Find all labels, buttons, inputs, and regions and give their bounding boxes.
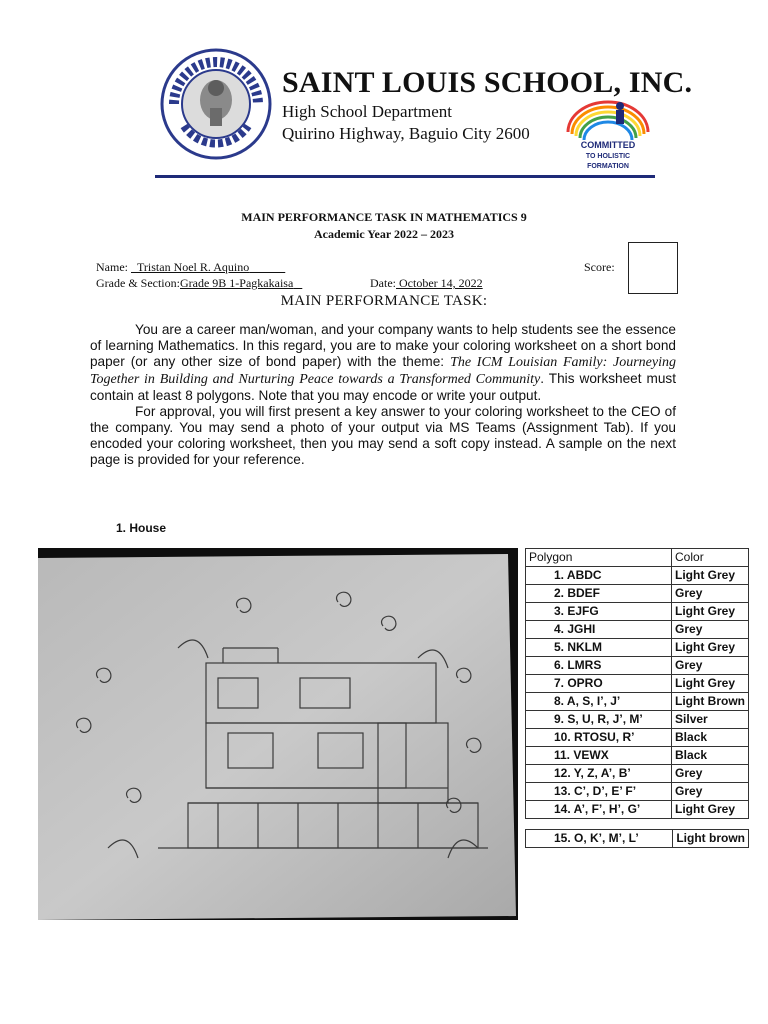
table-row: 6. LMRS Grey	[526, 657, 749, 675]
badge-line-1: COMMITTED	[580, 140, 636, 150]
grade-section-line	[96, 276, 302, 291]
table-row: 15. O, K’, M’, L’ Light brown	[526, 830, 749, 848]
academic-year: Academic Year 2022 – 2023	[314, 227, 454, 241]
score-label: Score:	[584, 260, 615, 274]
school-address: Quirino Highway, Baguio City 2600	[282, 124, 530, 143]
name-value: Tristan Noel R. Aquino	[137, 260, 250, 274]
table-row: 1. ABDC Light Grey	[526, 567, 749, 585]
table-row: 11. VEWX Black	[526, 747, 749, 765]
committed-holistic-formation-logo	[558, 92, 658, 172]
grade-label: Grade & Section:	[96, 276, 180, 290]
date-value: October 14, 2022	[399, 276, 483, 290]
date-line	[370, 276, 483, 291]
table-row: 12. Y, Z, A’, B’ Grey	[526, 765, 749, 783]
main-heading: MAIN PERFORMANCE TASK:	[280, 293, 488, 309]
polygon-color-table-extra	[525, 829, 749, 848]
table-row: 10. RTOSU, R’ Black	[526, 729, 749, 747]
badge-line-2: TO HOLISTIC	[585, 153, 631, 160]
school-seal-logo	[160, 48, 272, 160]
instructions-text	[90, 322, 676, 468]
paragraph-2: For approval, you will first present a key answer to your coloring worksheet to the CEO of the company. You may send a photo of your output via MS Teams (Assignment Tab). If you encoded your coloring worksheet, then you may send a soft copy instead. A sample on the next page is provided for your reference.	[90, 404, 676, 467]
name-line	[96, 260, 285, 275]
header-divider	[155, 175, 655, 178]
house-heading: 1. House	[116, 521, 167, 535]
table-row: 7. OPRO Light Grey	[526, 675, 749, 693]
house-drawing-photo	[38, 548, 518, 920]
score-box	[628, 242, 678, 294]
table-row: 13. C’, D’, E’ F’ Grey	[526, 783, 749, 801]
task-title: MAIN PERFORMANCE TASK IN MATHEMATICS 9	[241, 210, 527, 224]
theme-text: The ICM Louisian Family: Journeying Together in Building and Nurturing Peace towards a Transformed Community	[90, 355, 676, 387]
name-label: Name:	[96, 260, 128, 274]
grade-value: Grade 9B 1-Pagkakaisa	[179, 276, 294, 290]
table-row: 8. A, S, I’, J’ Light Brown	[526, 693, 749, 711]
table-row: 5. NKLM Light Grey	[526, 639, 749, 657]
table-header-row	[526, 549, 749, 567]
school-name: SAINT LOUIS SCHOOL, INC.	[282, 66, 693, 99]
date-label: Date:	[370, 276, 396, 290]
polygon-color-table	[525, 548, 749, 819]
header-color: Color	[672, 549, 749, 567]
table-row: 4. JGHI Grey	[526, 621, 749, 639]
table-row: 3. EJFG Light Grey	[526, 603, 749, 621]
department-name: High School Department	[282, 102, 452, 121]
paragraph-1: You are a career man/woman, and your company wants to help students see the essence of learning Mathematics. In this regard, you are to make your coloring worksheet on a short bond paper (or any other size of bond paper) with the theme: The ICM Louisian Family: Journeying Together in Building and Nurturing Peace towards a Transformed Community. This worksheet must contain at least 8 polygons. Note that you may encode or write your output.	[90, 322, 676, 403]
header-polygon: Polygon	[526, 549, 672, 567]
badge-line-3: FORMATION	[587, 163, 629, 170]
table-row: 2. BDEF Grey	[526, 585, 749, 603]
table-row: 9. S, U, R, J’, M’ Silver	[526, 711, 749, 729]
table-row: 14. A’, F’, H’, G’ Light Grey	[526, 801, 749, 819]
